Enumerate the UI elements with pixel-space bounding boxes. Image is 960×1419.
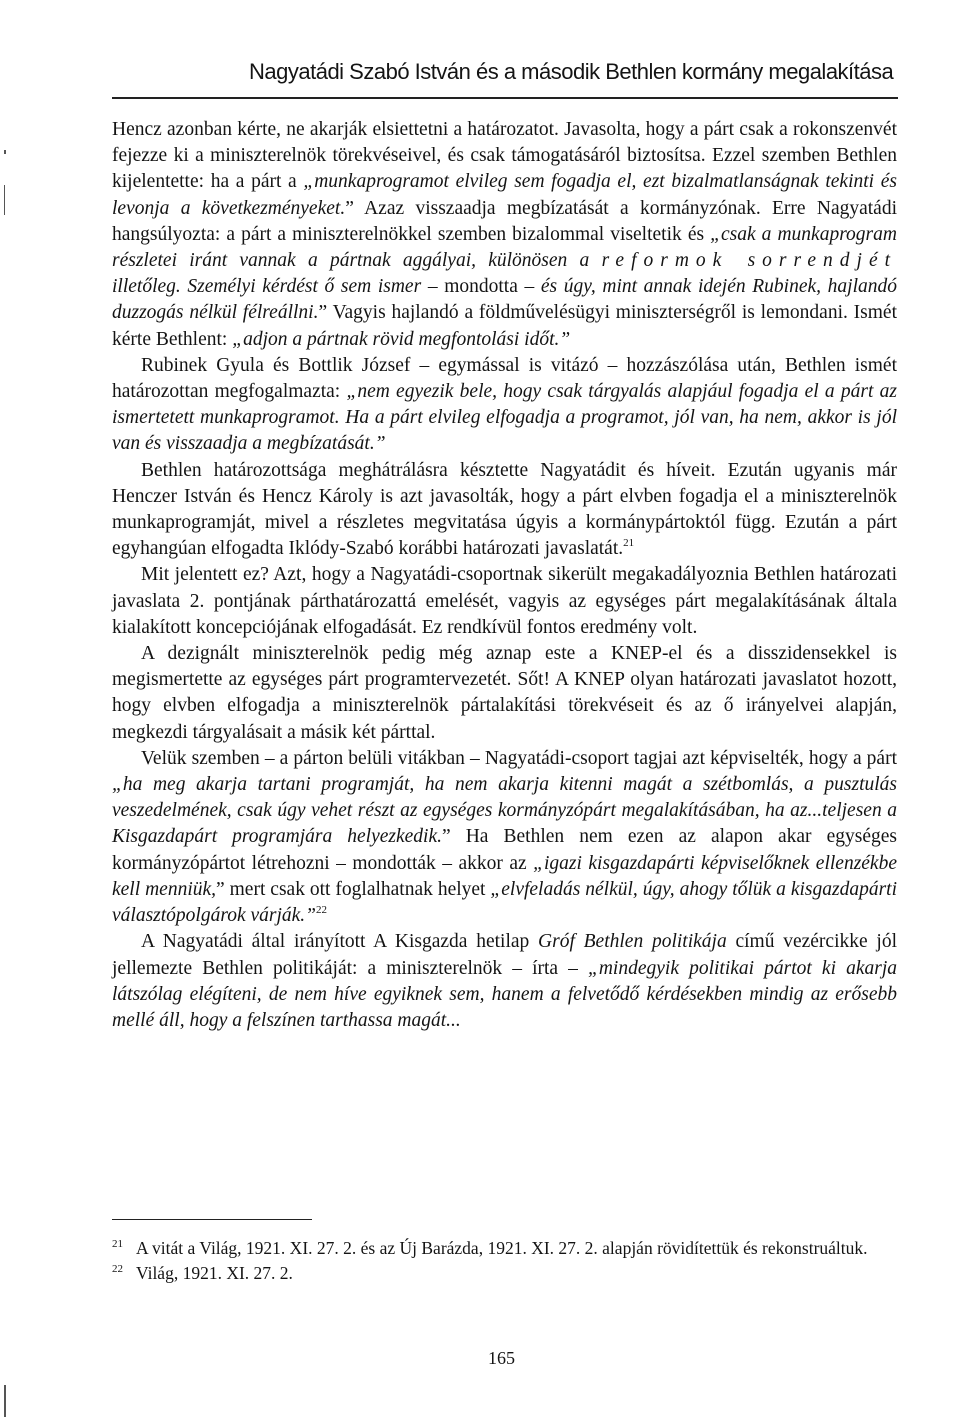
footnote (112, 1261, 897, 1286)
footnote-number: 21 (112, 1238, 123, 1250)
paragraph: Bethlen határozottsága meghátrálásra késztette Nagyatádit és híveit. Ezután ugyanis már Henczer István és Hencz Károly is azt javasolták, hogy a párt elvben fogadja el a miniszterelnök munkaprogramját, mivel a részletes megvitatása úgyis a kormánypártoktól függ. Ezután a párt egyhangúan elfogadta Iklódy-Szabó korábbi határozati javaslatát.$^{21}$ (112, 459, 897, 560)
scan-mark (4, 150, 6, 154)
paragraph: A dezignált miniszterelnök pedig még aznap este a KNEP-el és a disszidensekkel is megismertette az egységes párt programtervezetét. Sőt! A KNEP olyan határozati javaslatot hozott, hogy elvben elfogadja a miniszterelnök pártalakítási törekvéseit és az ő irányelvei alapján, megkezdi tárgyalásait a másik két párttal. (112, 643, 897, 743)
scan-mark (4, 185, 5, 215)
header-rule (112, 97, 898, 99)
footnote-ref: 22 (316, 903, 328, 916)
footnote (112, 1236, 897, 1261)
footnote-text: Világ, 1921. XI. 27. 2. (136, 1263, 293, 1283)
footnote-ref: 21 (623, 536, 635, 549)
page-number: 165 (488, 1348, 515, 1368)
paragraph: Hencz azonban kérte, ne akarják elsiettetni a határozatot. Javasolta, hogy a párt csak a rokonszenvét fejezze ki a miniszterelnök törekvéseivel, és csak támogatásáról biztosítsa. Ezzel szemben Bethlen kijelentette: ha a párt a „munkaprogramot elvileg sem fogadja el, ezt bizalmatlanságnak tekinti és levonja a következményeket.” Azaz visszaadja megbízatását a kormányzónak. Erre Nagyatádi hangsúlyozta: a párt a miniszterelnökkel szemben bizalommal viseltetik és „csak a munkaprogram részletei iránt vannak a pártnak aggályai, különösen a reformok sorrendjét illetőleg. Személyi kérdést ő sem ismer – mondotta – és úgy, mint annak idején Rubinek, hajlandó duzzogás nélkül félreállni.” Vagyis hajlandó a földművelésügyi miniszterségről is lemondani. Ismét kérte Bethlent: „adjon a pártnak rövid megfontolási időt.” (112, 119, 898, 350)
scan-mark (4, 1385, 6, 1417)
running-header: Nagyatádi Szabó István és a második Bethlen kormány megalakítása (249, 59, 894, 84)
footnotes (112, 1236, 897, 1286)
paragraph: Mit jelentett ez? Azt, hogy a Nagyatádi-csoportnak sikerült megakadályoznia Bethlen határozati javaslata 2. pontjának párthatározattá emelését, vagyis az egységes párt megalakításának általa kialakított koncepciójának elfogadását. Ez rendkívül fontos eredmény volt. (112, 564, 897, 638)
body-text (112, 117, 897, 1034)
paragraph: Rubinek Gyula és Bottlik József – egymással is vitázó – hozzászólása után, Bethlen ismét határozottan megfogalmazta: „nem egyezik bele, hogy csak tárgyalás alapjául fogadja el a párt az ismertetett munkaprogramot. Ha a párt elvileg elfogadja a programot, jól van, ha nem, akkor is jól van és visszaadja a megbízatását.” (112, 354, 897, 455)
footnote-text: A vitát a Világ, 1921. XI. 27. 2. és az Új Barázda, 1921. XI. 27. 2. alapján rövidítettük és rekonstruáltuk. (136, 1238, 868, 1258)
paragraph: Velük szemben – a párton belüli vitákban – Nagyatádi-csoport tagjai azt képviselték, hogy a párt „ha meg akarja tartani programját, ha nem akarja kitenni magát a szétbomlás, a pusztulás veszedelmének, csak úgy vehet részt az egységes kormányzópárt megalakításában, ha az...teljesen a Kisgazdapárt programjára helyezkedik.” Ha Bethlen nem ezen az alapon akar egységes kormányzópártot létrehozni – mondották – akkor az „igazi kisgazdapárti képviselőknek ellenzékbe kell menniük,” mert csak ott foglalhatnak helyet „elvfeladás nélkül, úgy, ahogy tőlük a kisgazdapárti választópolgárok várják.”$^{22}$ (112, 747, 897, 927)
paragraph: A Nagyatádi által irányított A Kisgazda hetilap Gróf Bethlen politikája című vezércikke jól jellemezte Bethlen politikáját: a miniszterelnök – írta – „mindegyik politikai pártot ki akarja látszólag elégíteni, de nem híve egyiknek sem, hanem a felvetődő kérdésekben mindig az erősebb mellé áll, hogy a felszínen tarthassa magát... (112, 931, 897, 1031)
footnote-rule (112, 1219, 312, 1220)
footnote-number: 22 (112, 1263, 123, 1275)
